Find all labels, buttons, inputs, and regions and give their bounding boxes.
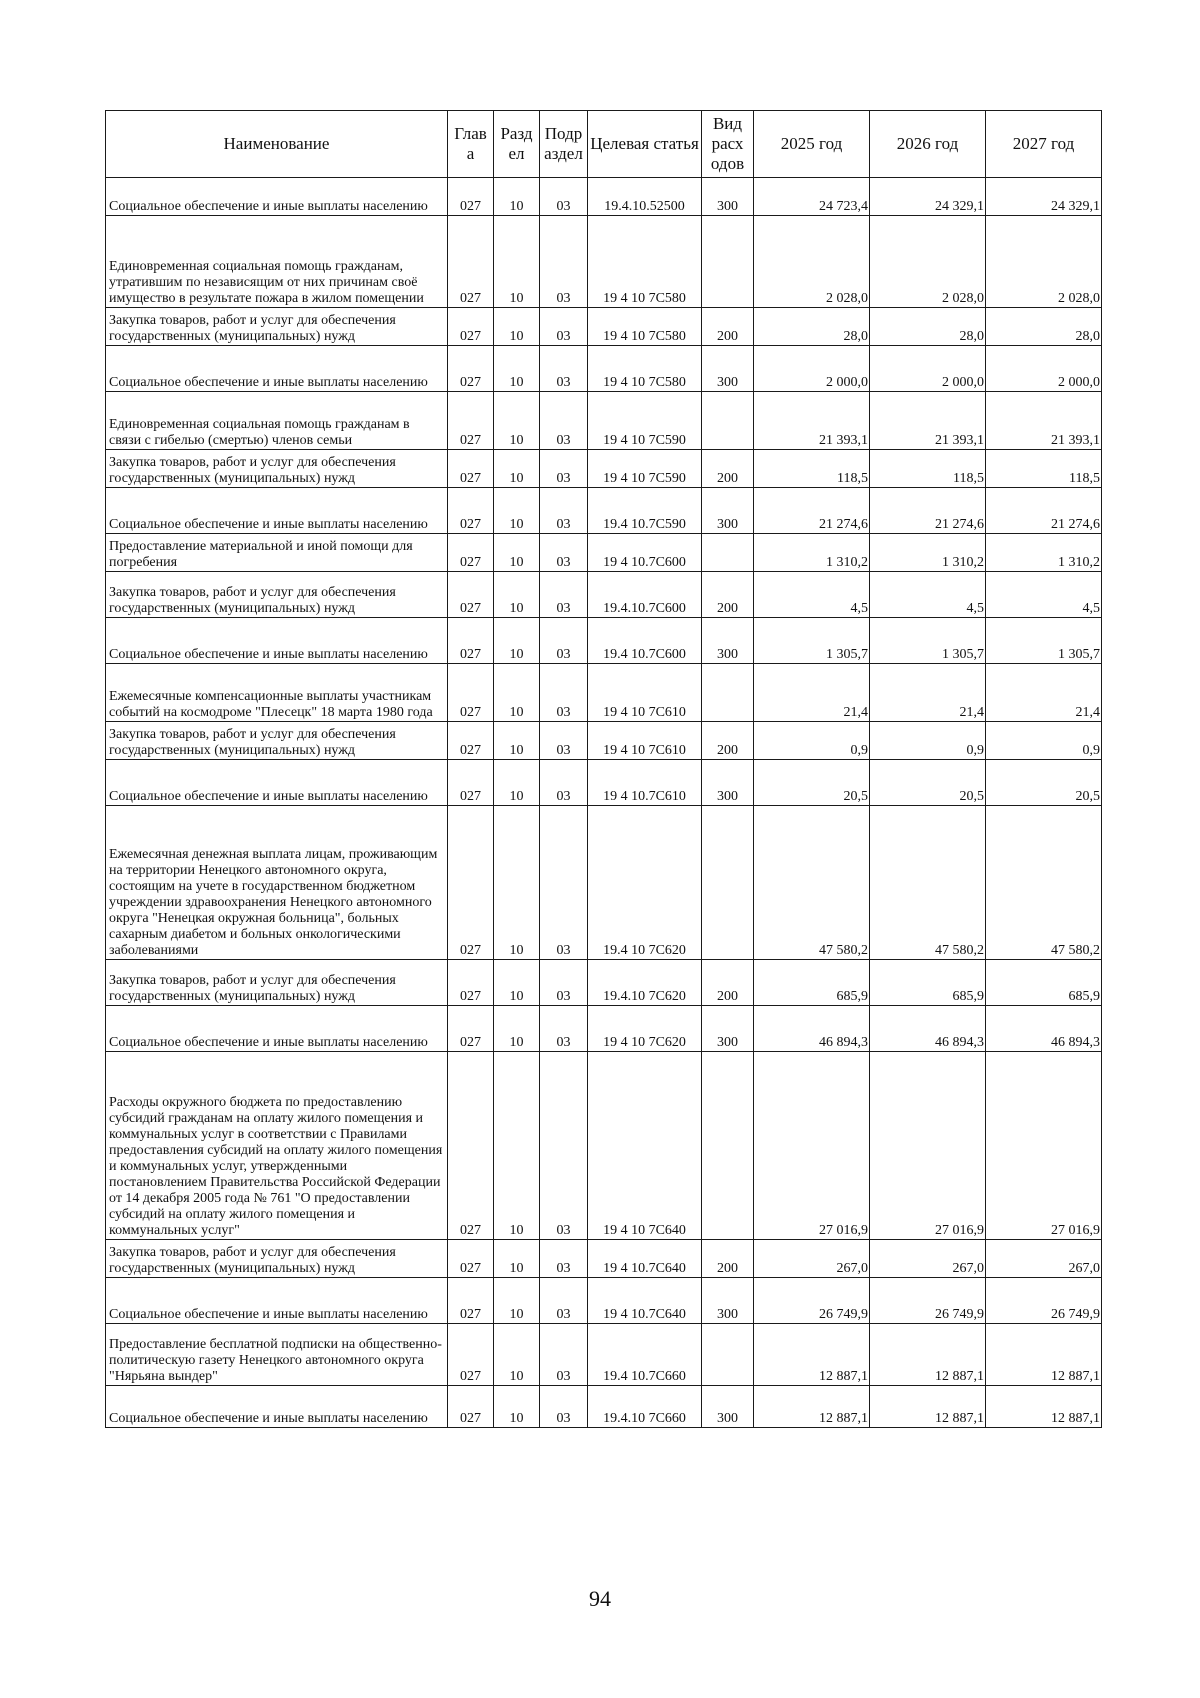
row-2026-cell: 1 310,2 (870, 534, 986, 572)
table-row (106, 488, 1102, 534)
row-name-cell: Закупка товаров, работ и услуг для обеспечения государственных (муниципальных) нужд (106, 1240, 448, 1278)
row-razdel-cell: 10 (494, 960, 540, 1006)
row-glava-cell: 027 (448, 1324, 494, 1386)
row-razdel-cell: 10 (494, 488, 540, 534)
row-razdel-cell: 10 (494, 308, 540, 346)
row-razdel-cell: 10 (494, 346, 540, 392)
row-2025-cell: 21 393,1 (754, 392, 870, 450)
row-podrazdel-cell: 03 (540, 1324, 588, 1386)
row-glava-cell: 027 (448, 960, 494, 1006)
row-razdel-cell: 10 (494, 572, 540, 618)
row-glava-cell: 027 (448, 618, 494, 664)
row-name-cell: Единовременная социальная помощь гражданам, утратившим по независящим от них причинам своё имущество в результате пожара в жилом помещении (106, 216, 448, 308)
row-2025-cell: 12 887,1 (754, 1386, 870, 1428)
row-2025-cell: 0,9 (754, 722, 870, 760)
row-podrazdel-cell: 03 (540, 1386, 588, 1428)
table-row (106, 960, 1102, 1006)
table-row (106, 534, 1102, 572)
row-2026-cell: 685,9 (870, 960, 986, 1006)
row-name-cell: Расходы окружного бюджета по предоставлению субсидий гражданам на оплату жилого помещения и коммунальных услуг в соответствии с Правилами предоставления субсидий на оплату жилого помещения и коммунальных услуг, утвержденными постановлением Правительства Российской Федерации от 14 декабря 2005 года № 761 "О предоставлении субсидий на оплату жилого помещения и коммунальных услуг" (106, 1052, 448, 1240)
row-vid-cell (702, 806, 754, 960)
row-glava-cell: 027 (448, 760, 494, 806)
row-2026-cell: 21 393,1 (870, 392, 986, 450)
row-celevaya-cell: 19 4 10 7С640 (588, 1052, 702, 1240)
row-podrazdel-cell: 03 (540, 722, 588, 760)
table-row (106, 1006, 1102, 1052)
row-glava-cell: 027 (448, 806, 494, 960)
row-podrazdel-cell: 03 (540, 760, 588, 806)
table-row (106, 1278, 1102, 1324)
row-glava-cell: 027 (448, 534, 494, 572)
col-header-podrazdel: Подр аздел (540, 111, 588, 178)
row-vid-cell: 300 (702, 1278, 754, 1324)
row-2027-cell: 27 016,9 (986, 1052, 1102, 1240)
table-row (106, 392, 1102, 450)
row-podrazdel-cell: 03 (540, 960, 588, 1006)
row-celevaya-cell: 19 4 10.7С610 (588, 760, 702, 806)
row-2025-cell: 2 000,0 (754, 346, 870, 392)
row-glava-cell: 027 (448, 722, 494, 760)
row-2027-cell: 685,9 (986, 960, 1102, 1006)
row-celevaya-cell: 19 4 10 7С580 (588, 216, 702, 308)
row-glava-cell: 027 (448, 664, 494, 722)
table-header-row (106, 111, 1102, 178)
row-2026-cell: 47 580,2 (870, 806, 986, 960)
row-glava-cell: 027 (448, 450, 494, 488)
row-vid-cell: 200 (702, 960, 754, 1006)
row-glava-cell: 027 (448, 488, 494, 534)
table-row (106, 1386, 1102, 1428)
row-razdel-cell: 10 (494, 1052, 540, 1240)
row-2025-cell: 26 749,9 (754, 1278, 870, 1324)
row-razdel-cell: 10 (494, 216, 540, 308)
row-2026-cell: 4,5 (870, 572, 986, 618)
row-podrazdel-cell: 03 (540, 178, 588, 216)
row-name-cell: Единовременная социальная помощь гражданам в связи с гибелью (смертью) членов семьи (106, 392, 448, 450)
row-celevaya-cell: 19 4 10 7С580 (588, 308, 702, 346)
row-celevaya-cell: 19.4 10.7С660 (588, 1324, 702, 1386)
row-2027-cell: 47 580,2 (986, 806, 1102, 960)
row-2027-cell: 2 028,0 (986, 216, 1102, 308)
row-podrazdel-cell: 03 (540, 450, 588, 488)
row-2027-cell: 21 393,1 (986, 392, 1102, 450)
col-header-2026: 2026 год (870, 111, 986, 178)
row-2025-cell: 24 723,4 (754, 178, 870, 216)
row-vid-cell (702, 216, 754, 308)
row-glava-cell: 027 (448, 216, 494, 308)
table-row (106, 664, 1102, 722)
row-2026-cell: 12 887,1 (870, 1386, 986, 1428)
row-razdel-cell: 10 (494, 178, 540, 216)
row-2026-cell: 27 016,9 (870, 1052, 986, 1240)
row-celevaya-cell: 19 4 10 7С610 (588, 722, 702, 760)
row-podrazdel-cell: 03 (540, 1006, 588, 1052)
row-name-cell: Социальное обеспечение и иные выплаты населению (106, 488, 448, 534)
table-row (106, 572, 1102, 618)
row-2025-cell: 2 028,0 (754, 216, 870, 308)
row-glava-cell: 027 (448, 346, 494, 392)
row-razdel-cell: 10 (494, 534, 540, 572)
row-vid-cell (702, 534, 754, 572)
row-razdel-cell: 10 (494, 722, 540, 760)
row-2026-cell: 118,5 (870, 450, 986, 488)
row-vid-cell: 300 (702, 618, 754, 664)
row-2026-cell: 46 894,3 (870, 1006, 986, 1052)
row-2026-cell: 24 329,1 (870, 178, 986, 216)
row-celevaya-cell: 19 4 10 7С590 (588, 392, 702, 450)
row-celevaya-cell: 19.4 10.7С600 (588, 618, 702, 664)
row-2025-cell: 1 310,2 (754, 534, 870, 572)
row-glava-cell: 027 (448, 1006, 494, 1052)
row-podrazdel-cell: 03 (540, 488, 588, 534)
row-glava-cell: 027 (448, 178, 494, 216)
row-celevaya-cell: 19 4 10.7С640 (588, 1240, 702, 1278)
row-2026-cell: 267,0 (870, 1240, 986, 1278)
row-podrazdel-cell: 03 (540, 806, 588, 960)
row-podrazdel-cell: 03 (540, 1278, 588, 1324)
row-celevaya-cell: 19 4 10 7С610 (588, 664, 702, 722)
table-row (106, 308, 1102, 346)
row-2027-cell: 28,0 (986, 308, 1102, 346)
row-name-cell: Социальное обеспечение и иные выплаты населению (106, 1278, 448, 1324)
row-2027-cell: 12 887,1 (986, 1386, 1102, 1428)
row-2025-cell: 21,4 (754, 664, 870, 722)
row-2027-cell: 12 887,1 (986, 1324, 1102, 1386)
row-2026-cell: 28,0 (870, 308, 986, 346)
col-header-name: Наименование (106, 111, 448, 178)
row-podrazdel-cell: 03 (540, 308, 588, 346)
row-vid-cell (702, 664, 754, 722)
row-glava-cell: 027 (448, 1240, 494, 1278)
row-2027-cell: 267,0 (986, 1240, 1102, 1278)
row-2027-cell: 46 894,3 (986, 1006, 1102, 1052)
budget-table (105, 110, 1102, 1428)
row-vid-cell: 300 (702, 1006, 754, 1052)
row-vid-cell: 200 (702, 722, 754, 760)
row-2027-cell: 26 749,9 (986, 1278, 1102, 1324)
row-vid-cell (702, 1052, 754, 1240)
col-header-celevaya: Целевая статья (588, 111, 702, 178)
row-2026-cell: 0,9 (870, 722, 986, 760)
row-2026-cell: 1 305,7 (870, 618, 986, 664)
col-header-2027: 2027 год (986, 111, 1102, 178)
row-podrazdel-cell: 03 (540, 572, 588, 618)
row-glava-cell: 027 (448, 572, 494, 618)
row-vid-cell: 300 (702, 1386, 754, 1428)
row-vid-cell: 200 (702, 1240, 754, 1278)
table-row (106, 1240, 1102, 1278)
row-2026-cell: 20,5 (870, 760, 986, 806)
row-2027-cell: 21,4 (986, 664, 1102, 722)
row-name-cell: Ежемесячная денежная выплата лицам, проживающим на территории Ненецкого автономного округа, состоящим на учете в государственном бюджетном учреждении здравоохранения Ненецкого автономного округа "Ненецкая окружная больница", больных сахарным диабетом и больных онкологическими заболеваниями (106, 806, 448, 960)
row-2025-cell: 21 274,6 (754, 488, 870, 534)
row-razdel-cell: 10 (494, 1324, 540, 1386)
row-celevaya-cell: 19 4 10 7С580 (588, 346, 702, 392)
col-header-razdel: Разд ел (494, 111, 540, 178)
row-name-cell: Социальное обеспечение и иные выплаты населению (106, 1386, 448, 1428)
row-vid-cell: 200 (702, 572, 754, 618)
row-2027-cell: 2 000,0 (986, 346, 1102, 392)
row-celevaya-cell: 19 4 10 7С620 (588, 1006, 702, 1052)
row-celevaya-cell: 19.4.10 7С620 (588, 960, 702, 1006)
row-podrazdel-cell: 03 (540, 1240, 588, 1278)
table-row (106, 346, 1102, 392)
row-celevaya-cell: 19 4 10 7С590 (588, 450, 702, 488)
row-celevaya-cell: 19 4 10.7С640 (588, 1278, 702, 1324)
row-2027-cell: 1 305,7 (986, 618, 1102, 664)
row-2027-cell: 21 274,6 (986, 488, 1102, 534)
row-celevaya-cell: 19.4 10.7С590 (588, 488, 702, 534)
row-celevaya-cell: 19.4.10.7С600 (588, 572, 702, 618)
row-podrazdel-cell: 03 (540, 534, 588, 572)
row-name-cell: Закупка товаров, работ и услуг для обеспечения государственных (муниципальных) нужд (106, 572, 448, 618)
row-name-cell: Закупка товаров, работ и услуг для обеспечения государственных (муниципальных) нужд (106, 722, 448, 760)
col-header-2025: 2025 год (754, 111, 870, 178)
row-name-cell: Социальное обеспечение и иные выплаты населению (106, 178, 448, 216)
row-podrazdel-cell: 03 (540, 1052, 588, 1240)
row-name-cell: Ежемесячные компенсационные выплаты участникам событий на космодроме "Плесецк" 18 марта 1980 года (106, 664, 448, 722)
row-2027-cell: 24 329,1 (986, 178, 1102, 216)
row-name-cell: Социальное обеспечение и иные выплаты населению (106, 346, 448, 392)
row-2025-cell: 4,5 (754, 572, 870, 618)
row-vid-cell (702, 392, 754, 450)
row-celevaya-cell: 19 4 10.7С600 (588, 534, 702, 572)
row-glava-cell: 027 (448, 1278, 494, 1324)
row-razdel-cell: 10 (494, 760, 540, 806)
row-glava-cell: 027 (448, 1052, 494, 1240)
table-body (106, 178, 1102, 1428)
row-2026-cell: 2 000,0 (870, 346, 986, 392)
row-2026-cell: 12 887,1 (870, 1324, 986, 1386)
row-2025-cell: 12 887,1 (754, 1324, 870, 1386)
table-row (106, 450, 1102, 488)
row-razdel-cell: 10 (494, 618, 540, 664)
row-vid-cell: 200 (702, 450, 754, 488)
row-razdel-cell: 10 (494, 392, 540, 450)
row-podrazdel-cell: 03 (540, 346, 588, 392)
table-row (106, 760, 1102, 806)
row-2026-cell: 2 028,0 (870, 216, 986, 308)
row-glava-cell: 027 (448, 392, 494, 450)
table-row (106, 806, 1102, 960)
table-row (106, 1324, 1102, 1386)
row-2026-cell: 26 749,9 (870, 1278, 986, 1324)
row-2027-cell: 20,5 (986, 760, 1102, 806)
row-name-cell: Закупка товаров, работ и услуг для обеспечения государственных (муниципальных) нужд (106, 308, 448, 346)
row-2027-cell: 1 310,2 (986, 534, 1102, 572)
row-vid-cell: 300 (702, 760, 754, 806)
row-2025-cell: 118,5 (754, 450, 870, 488)
row-podrazdel-cell: 03 (540, 216, 588, 308)
row-razdel-cell: 10 (494, 1278, 540, 1324)
row-razdel-cell: 10 (494, 806, 540, 960)
row-razdel-cell: 10 (494, 1240, 540, 1278)
row-vid-cell: 300 (702, 178, 754, 216)
row-2027-cell: 4,5 (986, 572, 1102, 618)
row-podrazdel-cell: 03 (540, 618, 588, 664)
table-row (106, 618, 1102, 664)
row-2026-cell: 21,4 (870, 664, 986, 722)
row-name-cell: Социальное обеспечение и иные выплаты населению (106, 618, 448, 664)
row-razdel-cell: 10 (494, 1006, 540, 1052)
row-podrazdel-cell: 03 (540, 392, 588, 450)
table-row (106, 178, 1102, 216)
row-celevaya-cell: 19.4.10.52500 (588, 178, 702, 216)
row-name-cell: Социальное обеспечение и иные выплаты населению (106, 760, 448, 806)
row-2025-cell: 46 894,3 (754, 1006, 870, 1052)
row-2025-cell: 1 305,7 (754, 618, 870, 664)
row-2025-cell: 20,5 (754, 760, 870, 806)
row-2026-cell: 21 274,6 (870, 488, 986, 534)
row-2025-cell: 47 580,2 (754, 806, 870, 960)
row-vid-cell: 300 (702, 346, 754, 392)
row-name-cell: Предоставление материальной и иной помощи для погребения (106, 534, 448, 572)
row-2025-cell: 267,0 (754, 1240, 870, 1278)
row-vid-cell (702, 1324, 754, 1386)
row-razdel-cell: 10 (494, 450, 540, 488)
row-glava-cell: 027 (448, 1386, 494, 1428)
row-name-cell: Социальное обеспечение и иные выплаты населению (106, 1006, 448, 1052)
row-celevaya-cell: 19.4 10 7С620 (588, 806, 702, 960)
table-row (106, 216, 1102, 308)
row-vid-cell: 300 (702, 488, 754, 534)
row-razdel-cell: 10 (494, 664, 540, 722)
row-2027-cell: 0,9 (986, 722, 1102, 760)
row-name-cell: Закупка товаров, работ и услуг для обеспечения государственных (муниципальных) нужд (106, 450, 448, 488)
row-podrazdel-cell: 03 (540, 664, 588, 722)
row-glava-cell: 027 (448, 308, 494, 346)
col-header-vid: Вид расх одов (702, 111, 754, 178)
row-2025-cell: 28,0 (754, 308, 870, 346)
page-number: 94 (589, 1586, 611, 1611)
row-name-cell: Закупка товаров, работ и услуг для обеспечения государственных (муниципальных) нужд (106, 960, 448, 1006)
row-name-cell: Предоставление бесплатной подписки на общественно-политическую газету Ненецкого автономного округа "Нярьяна вындер" (106, 1324, 448, 1386)
row-razdel-cell: 10 (494, 1386, 540, 1428)
row-2025-cell: 27 016,9 (754, 1052, 870, 1240)
row-vid-cell: 200 (702, 308, 754, 346)
row-2025-cell: 685,9 (754, 960, 870, 1006)
row-celevaya-cell: 19.4.10 7С660 (588, 1386, 702, 1428)
row-2027-cell: 118,5 (986, 450, 1102, 488)
table-row (106, 1052, 1102, 1240)
col-header-glava: Глав а (448, 111, 494, 178)
table-row (106, 722, 1102, 760)
